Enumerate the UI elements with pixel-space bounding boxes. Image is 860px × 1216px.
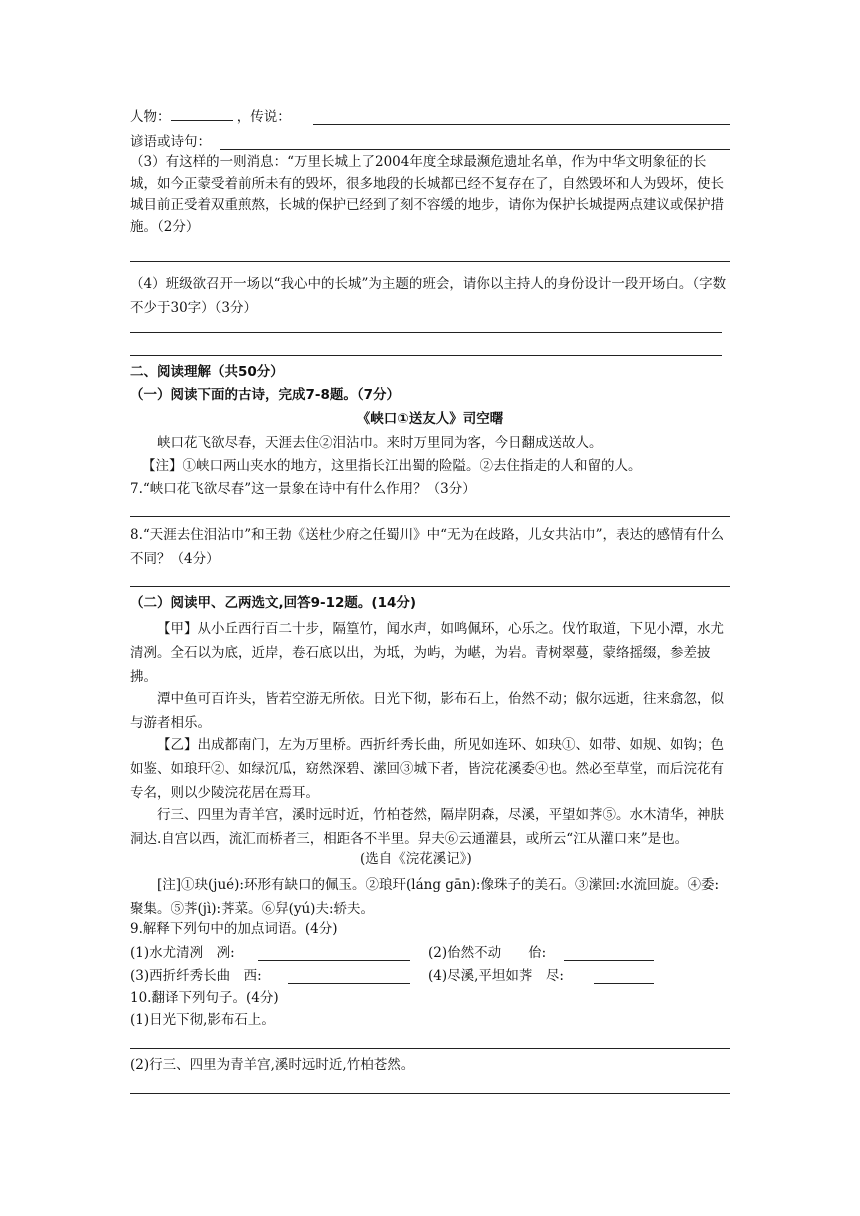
q9-item-3-label: (3)西折纤秀长曲 西: (130, 968, 262, 984)
question-4: （4）班级欲召开一场以“我心中的长城”为主题的班会，请你以主持人的身份设计一段开场白。（字数不少于30字）（3分） (130, 276, 727, 316)
question-10: 10.翻译下列句子。(4分) (130, 990, 279, 1006)
poem-text: 峡口花飞欲尽春，天涯去住②泪沾巾。来时万里同为客，今日翻成送故人。 (157, 435, 603, 451)
q9-blank-2[interactable] (564, 960, 654, 961)
q9-item-2-label: (2)佁然不动 佁: (428, 945, 547, 961)
answer-line-q10-2[interactable] (130, 1093, 730, 1094)
answer-line-q3[interactable] (130, 261, 730, 262)
legend-blank[interactable] (313, 124, 730, 125)
question-10-2: (2)行三、四里为青羊宫,溪时远时近,竹柏苍然。 (130, 1057, 415, 1073)
question-7: 7.“峡口花飞欲尽春”这一景象在诗中有什么作用？（3分） (130, 481, 476, 497)
answer-line-q7[interactable] (130, 516, 730, 517)
passage-jia-p1: 【甲】从小丘西行百二十步，隔篁竹，闻水声，如鸣佩环，心乐之。伐竹取道，下见小潭，水尤清冽。全石以为底，近岸，卷石底以出，为坻，为屿，为嵁，为岩。青树翠蔓，蒙络摇缀，参差披拂。 (130, 621, 724, 685)
poem-note: 【注】①峡口两山夹水的地方，这里指长江出蜀的险隘。②去住指走的人和留的人。 (142, 458, 642, 474)
passage-yi-p1: 【乙】出成都南门，左为万里桥。西折纤秀长曲，所见如连环、如玦①、如带、如规、如钩；色如鉴、如琅玕②、如绿沉瓜，窈然深碧、潆回③城下者，皆浣花溪委④也。然必至草堂，而后浣花有专名，则以少陵浣花居在焉耳。 (130, 737, 724, 801)
passage-note: [注]①玦(jué):环形有缺口的佩玉。②琅玕(láng gān):像珠子的美石。③潆回:水流回旋。④委:聚集。⑤荠(jì):荠菜。⑥舁(yú)夫:轿夫。 (130, 877, 720, 917)
answer-line-q8[interactable] (130, 586, 730, 587)
q9-item-1-label: (1)水尤清冽 冽: (130, 945, 235, 961)
question-3: （3）有这样的一则消息：“万里长城上了2004年度全球最濒危遗址名单，作为中华文明象征的长城，如今正蒙受着前所未有的毁坏，很多地段的长城都已经不复存在了，自然毁坏和人为毁坏，使长城目前正受着双重煎熬，长城的保护已经到了刻不容缓的地步，请你为保护长城提两点建议或保护措施。（2分） (130, 154, 724, 235)
answer-line-q4-1[interactable] (130, 332, 722, 333)
question-8: 8.“天涯去住泪沾巾”和王勃《送杜少府之任蜀川》中“无为在歧路，儿女共沾巾”，表达的感情有什么不同？（4分） (130, 527, 724, 567)
proverb-blank[interactable] (220, 149, 730, 150)
part-2-heading: （二）阅读甲、乙两选文,回答9-12题。(14分) (130, 595, 417, 611)
q9-blank-3[interactable] (288, 983, 410, 984)
passage-jia-p2: 潭中鱼可百许头，皆若空游无所依。日光下彻，影布石上，佁然不动；俶尔远逝，往来翕忽，似与游者相乐。 (130, 691, 724, 731)
answer-line-q4-2[interactable] (130, 355, 722, 356)
legend-label: ，传说： (236, 109, 291, 125)
proverb-label: 谚语或诗句： (130, 134, 211, 150)
passage-source: (选自《浣花溪记》) (360, 851, 472, 867)
person-blank[interactable] (171, 106, 233, 121)
part-1-heading: （一）阅读下面的古诗，完成7-8题。（7分） (130, 387, 401, 403)
question-9: 9.解释下列句中的加点词语。(4分) (130, 921, 338, 937)
passage-yi-p2: 行三、四里为青羊宫，溪时远时近，竹柏苍然，隔岸阴森，尽溪，平望如荠⑤。水木清华，神肤洞达.自宫以西，流汇而桥者三，相距各不半里。舁夫⑥云通灌县，或所云“江从灌口来”是也。 (130, 807, 724, 847)
answer-line-q10-1[interactable] (130, 1048, 730, 1049)
q9-blank-4[interactable] (594, 983, 654, 984)
q9-blank-1[interactable] (258, 960, 410, 961)
question-10-1: (1)日光下彻,影布石上。 (130, 1012, 275, 1028)
person-label: 人物： (130, 109, 171, 125)
section-2-title: 二、阅读理解（共50分） (130, 364, 284, 380)
poem-title: 《峡口①送友人》司空曙 (356, 411, 504, 427)
q9-item-4-label: (4)尽溪,平坦如荠 尽: (428, 968, 564, 984)
